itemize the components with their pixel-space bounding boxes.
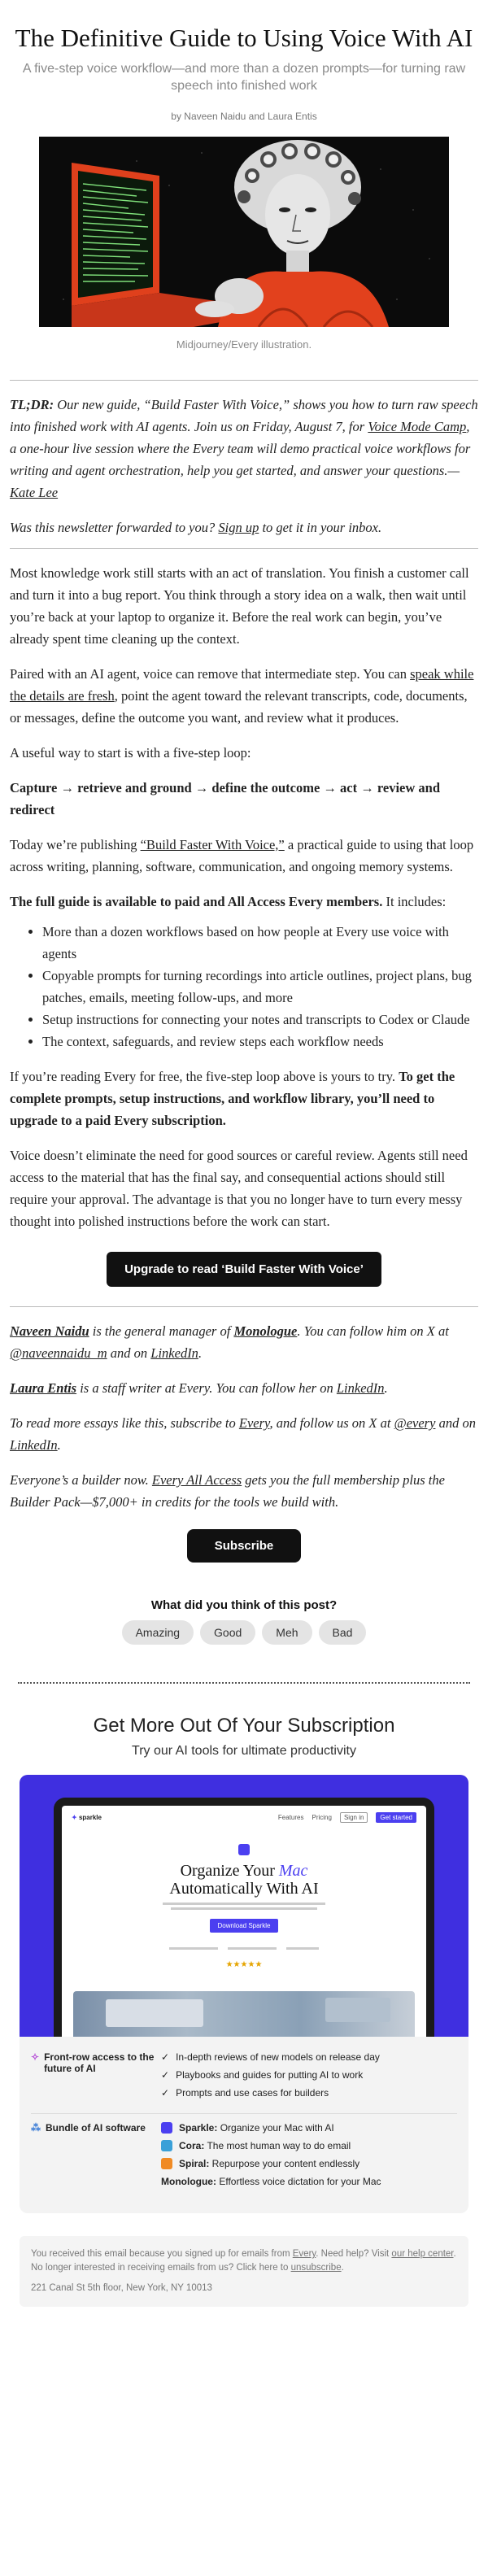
body-paragraph-6 <box>10 1066 478 1131</box>
forwarded-text-2: to get it in your inbox. <box>259 520 382 535</box>
app-name: Spiral: <box>179 2158 210 2169</box>
feedback-options <box>10 1620 478 1645</box>
feature-heading-text: Bundle of AI software <box>46 2122 146 2134</box>
help-center-link[interactable]: our help center <box>391 2249 454 2259</box>
feature-item-text: In-depth reviews of new models on release day <box>176 2051 380 2063</box>
feature-item <box>161 2069 380 2081</box>
p5-text: It includes: <box>382 894 447 909</box>
p5-bold: The full guide is available to paid and All Access Every members. <box>10 894 383 909</box>
nav-get-started: Get started <box>376 1812 416 1823</box>
feature-row-bundle <box>31 2114 457 2202</box>
sparkle-icon: ✦ <box>72 1814 77 1821</box>
sparkle-app-icon <box>161 2122 172 2134</box>
naveen-linkedin-link[interactable]: LinkedIn <box>150 1345 198 1361</box>
promo-title: Get More Out Of Your Subscription <box>93 1715 395 1737</box>
feedback-good-button[interactable]: Good <box>200 1620 255 1645</box>
upgrade-button[interactable]: Upgrade to read ‘Build Faster With Voice’ <box>107 1252 381 1287</box>
feedback-amazing-button[interactable]: Amazing <box>122 1620 194 1645</box>
monologue-link[interactable]: Monologue <box>233 1323 298 1339</box>
laptop-frame <box>54 1798 434 2037</box>
promo-subtitle: Try our AI tools for ultimate productivity <box>132 1744 356 1758</box>
bio-text: . <box>198 1345 203 1361</box>
app-desc: The most human way to do email <box>204 2140 351 2151</box>
article-subtitle: A five-step voice workflow—and more than a dozen prompts—for turning raw speech into finished work <box>22 62 466 93</box>
laura-bio <box>10 1377 478 1399</box>
nav-sign-in: Sign in <box>340 1812 368 1823</box>
laptop-screen <box>62 1806 426 2037</box>
download-sparkle-button: Download Sparkle <box>210 1919 279 1933</box>
divider <box>10 548 478 549</box>
email-footer <box>20 2236 468 2307</box>
cora-app-icon <box>161 2140 172 2151</box>
app-desc: Effortless voice dictation for your Mac <box>216 2176 381 2187</box>
nav-pricing: Pricing <box>312 1814 332 1821</box>
voice-mode-camp-link[interactable]: Voice Mode Camp <box>368 419 467 434</box>
hero-illustration-art <box>39 137 449 327</box>
every-x-link[interactable]: @every <box>394 1415 436 1431</box>
tldr-text-2: , a one-hour live session where the Every team will demo practical voice workflows for writing and agent orchestration, help you get started, and answer your questions.— <box>10 419 471 478</box>
feature-heading <box>31 2122 161 2194</box>
promo-card <box>20 1775 468 2213</box>
list-item: • The context, safeguards, and review steps each workflow needs <box>42 1031 478 1053</box>
bio-text: and on <box>107 1345 151 1361</box>
sparkles-icon: ✧ <box>31 2051 40 2063</box>
app-name: Cora: <box>179 2140 205 2151</box>
every-linkedin-link[interactable]: LinkedIn <box>10 1437 58 1453</box>
tldr-label: TL;DR: <box>10 397 54 412</box>
note-text: gets you the full membership plus the Builder Pack—$7,000+ in credits for the tools we build with. <box>10 1472 445 1510</box>
tldr-paragraph <box>10 394 478 503</box>
sparkle-logo <box>72 1814 102 1821</box>
body-paragraph-7: Voice doesn’t eliminate the need for good sources or careful review. Agents still need access to the material that has the final say, and consequential actions should still require your approval. The advantage is that you no longer have to turn every messy thought into polished instructions before the work can start. <box>10 1148 468 1229</box>
subscribe-note <box>10 1412 478 1456</box>
bio-text: is the general manager of <box>89 1323 234 1339</box>
naveen-bio <box>10 1320 478 1364</box>
subscribe-button[interactable]: Subscribe <box>187 1529 302 1563</box>
feature-item-text: Prompts and use cases for builders <box>176 2087 329 2099</box>
build-faster-link[interactable]: “Build Faster With Voice,” <box>140 837 285 852</box>
footer-every-link[interactable]: Every <box>292 2249 316 2259</box>
p4-text-2: a practical guide to using that loop across writing, planning, software, communication, and ongoing memory systems. <box>10 837 474 874</box>
note-text: . <box>57 1437 61 1453</box>
promo-screenshot <box>20 1775 468 2037</box>
screen-preview-window <box>73 1991 415 2037</box>
feature-heading <box>31 2051 161 2105</box>
app-name: Sparkle: <box>179 2122 218 2134</box>
feature-heading-text: Front-row access to the future of AI <box>44 2051 155 2074</box>
bundle-item-cora <box>161 2140 381 2151</box>
forwarded-text: Was this newsletter forwarded to you? <box>10 520 219 535</box>
divider <box>10 1306 478 1307</box>
feature-items <box>161 2051 380 2105</box>
list-item: • More than a dozen workflows based on how people at Every use voice with agents <box>42 921 478 965</box>
app-desc: Repurpose your content endlessly <box>209 2158 360 2169</box>
footer-line-1 <box>31 2247 457 2261</box>
p4-text: Today we’re publishing <box>10 837 141 852</box>
byline: by Naveen Naidu and Laura Entis <box>171 111 317 122</box>
kate-lee-link[interactable]: Kate Lee <box>10 485 59 500</box>
footer-text: You received this email because you signed up for emails from <box>31 2249 293 2259</box>
sign-up-link[interactable]: Sign up <box>218 520 259 535</box>
body-paragraph-3: A useful way to start is with a five-step loop: <box>10 745 251 761</box>
app-name: Monologue: <box>161 2176 216 2187</box>
footer-text: . <box>341 2263 344 2273</box>
bundle-item-spiral <box>161 2158 381 2169</box>
sparkle-logo-text: sparkle <box>78 1814 102 1821</box>
feature-items <box>161 2122 381 2194</box>
list-item: • Copyable prompts for turning recordings into article outlines, project plans, bug patches, emails, meeting follow-ups, and more <box>42 965 478 1009</box>
footer-line-2 <box>31 2261 457 2275</box>
article-title: The Definitive Guide to Using Voice With AI <box>15 24 473 52</box>
check-icon: ✓ <box>161 2051 170 2063</box>
screen-text-line <box>163 1903 325 1905</box>
footer-address: 221 Canal St 5th floor, New York, NY 10013 <box>31 2283 212 2293</box>
note-text: and on <box>435 1415 476 1431</box>
list-item: • Setup instructions for connecting your notes and transcripts to Codex or Claude <box>42 1009 478 1031</box>
laura-linkedin-link[interactable]: LinkedIn <box>336 1380 385 1396</box>
every-link[interactable]: Every <box>238 1415 270 1431</box>
check-icon: ✓ <box>161 2087 170 2099</box>
rating-stars: ★★★★★ <box>225 1960 263 1969</box>
builder-note <box>10 1469 478 1513</box>
screen-headline <box>62 1862 426 1898</box>
screen-text-line <box>171 1907 317 1910</box>
footer-text: . <box>453 2249 456 2259</box>
p2-text: Paired with an AI agent, voice can remove that intermediate step. You can <box>10 666 411 682</box>
dotted-divider <box>18 1682 470 1684</box>
feedback-meh-button[interactable]: Meh <box>262 1620 312 1645</box>
promo-features <box>20 2037 468 2213</box>
feedback-bad-button[interactable]: Bad <box>319 1620 367 1645</box>
headline-mac: Mac <box>278 1862 308 1880</box>
bio-text: . You can follow him on X at <box>297 1323 449 1339</box>
all-access-link[interactable]: Every All Access <box>151 1472 242 1488</box>
spiral-app-icon <box>161 2158 172 2169</box>
note-text: , and follow us on X at <box>269 1415 394 1431</box>
footer-text: . Need help? Visit <box>316 2249 392 2259</box>
tldr-text: Our new guide, “Build Faster With Voice,” shows you how to turn raw speech into finished work with AI agents. Join us on Friday, August 7, for <box>10 397 478 434</box>
bundle-icon: ⁂ <box>31 2122 41 2134</box>
app-desc: Organize your Mac with AI <box>217 2122 334 2134</box>
bio-text: . <box>384 1380 388 1396</box>
p6-bold: To get the complete prompts, setup instructions, and workflow library, you’ll need to upgrade to a paid Every subscription. <box>10 1069 455 1128</box>
note-text: Everyone’s a builder now. <box>10 1472 152 1488</box>
unsubscribe-link[interactable]: unsubscribe <box>290 2263 342 2273</box>
bio-text: is a staff writer at Every. You can follow her on <box>76 1380 337 1396</box>
bundle-item-sparkle <box>161 2122 381 2134</box>
naveen-name-link[interactable]: Naveen Naidu <box>10 1323 89 1339</box>
body-paragraph-1: Most knowledge work still starts with an act of translation. You finish a customer call and turn it into a bug report. You think through a story idea on a walk, then wait until you’re back at your laptop to organize it. Before the real work can begin, you’ve already spent time cleaning up the context. <box>10 565 469 647</box>
body-paragraph-4 <box>10 834 478 878</box>
note-text: To read more essays like this, subscribe to <box>10 1415 239 1431</box>
speak-while-fresh-link[interactable]: speak while the details are fresh <box>10 666 474 704</box>
naveen-x-link[interactable]: @naveennaidu_m <box>10 1345 107 1361</box>
divider <box>10 380 478 381</box>
feature-item-text: Playbooks and guides for putting AI to work <box>176 2069 364 2081</box>
check-icon: ✓ <box>161 2069 170 2081</box>
p2-text-2: , point the agent toward the relevant transcripts, code, documents, or messages, define the outcome you want, and review what it produces. <box>10 688 468 726</box>
feature-item <box>161 2087 380 2099</box>
headline-part-1: Organize Your <box>180 1862 275 1880</box>
feature-item <box>161 2051 380 2063</box>
hero-illustration <box>39 137 449 327</box>
five-step-loop: Capture → retrieve and ground → define the outcome → act → review and redirect <box>10 780 441 817</box>
headline-part-2: Automatically With AI <box>169 1880 319 1898</box>
feature-row-access <box>31 2043 457 2113</box>
hero-caption: Midjourney/Every illustration. <box>176 338 312 351</box>
includes-list <box>42 921 478 1053</box>
nav-features: Features <box>277 1814 304 1821</box>
feedback-question: What did you think of this post? <box>150 1598 338 1612</box>
footer-text: No longer interested in receiving emails from us? Click here to <box>31 2263 291 2273</box>
body-paragraph-2 <box>10 663 478 729</box>
forwarded-note <box>10 517 478 538</box>
laura-name-link[interactable]: Laura Entis <box>10 1380 77 1396</box>
p6-text: If you’re reading Every for free, the five-step loop above is yours to try. <box>10 1069 399 1084</box>
body-paragraph-5 <box>10 891 478 913</box>
bundle-item-monologue <box>161 2176 381 2187</box>
sparkle-app-icon <box>238 1844 250 1855</box>
